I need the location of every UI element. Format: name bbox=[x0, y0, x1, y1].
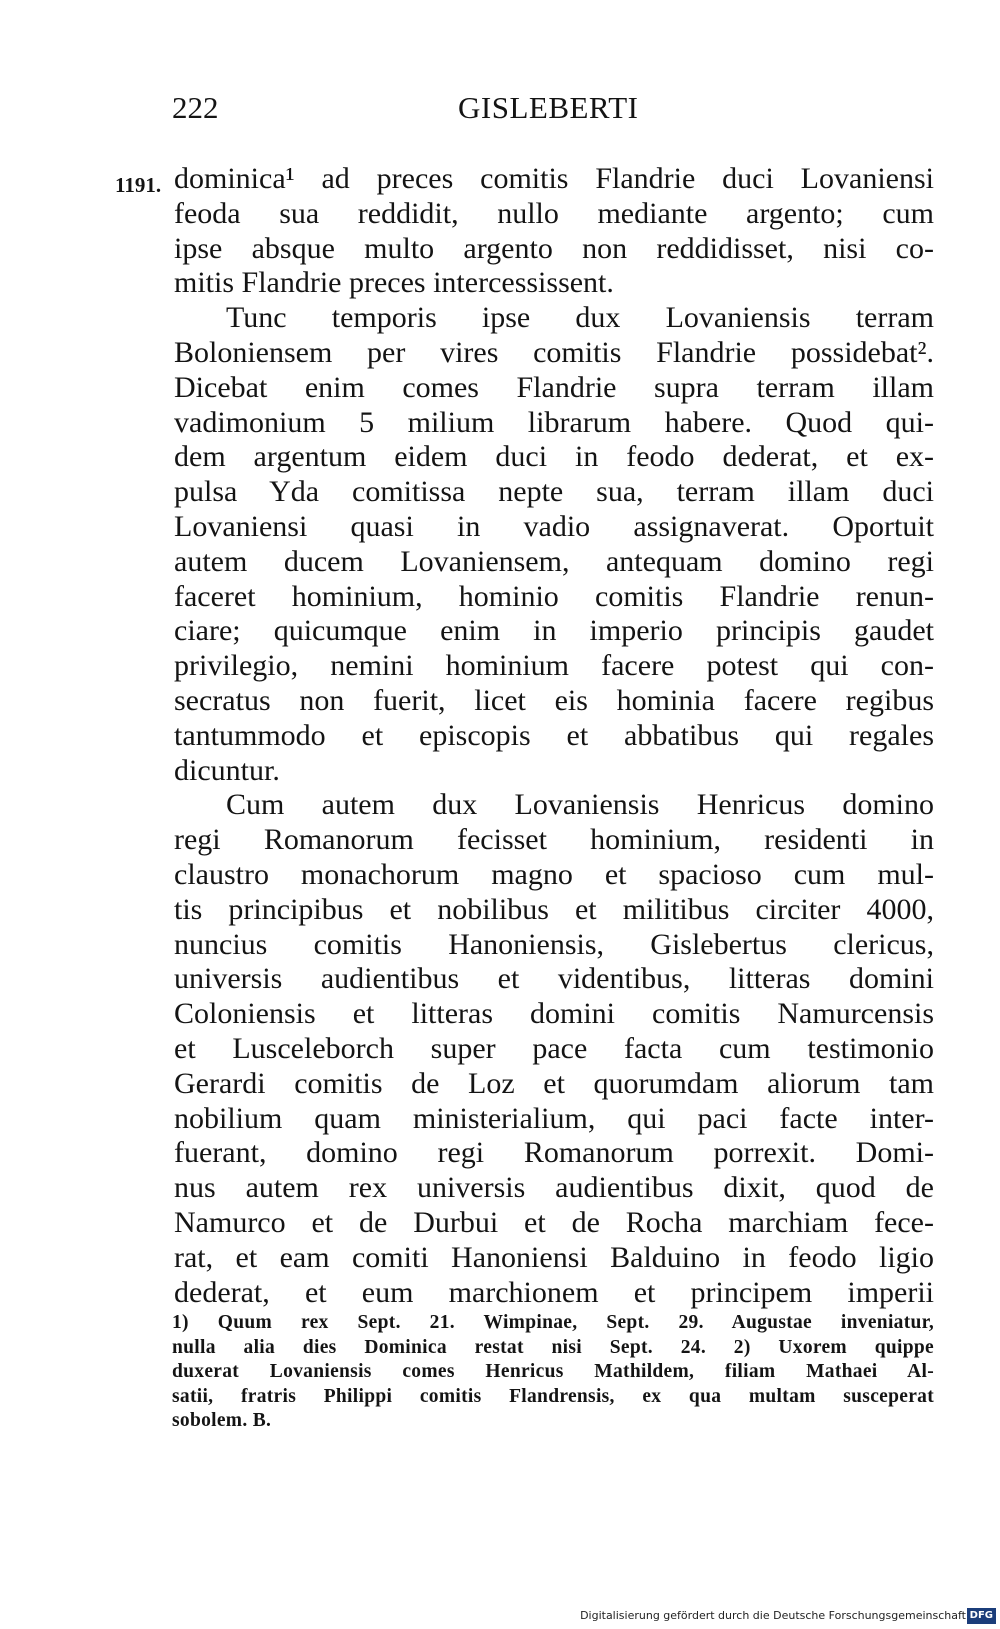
text-line: Coloniensis et litteras domini comitis Namurcensis bbox=[174, 997, 934, 1031]
text-line: pulsa Yda comitissa nepte sua, terram illam duci bbox=[174, 475, 934, 509]
text-line: dicuntur. bbox=[174, 753, 280, 787]
text-line: dederat, et eum marchionem et principem imperii bbox=[174, 1275, 934, 1309]
text-line: nus autem rex universis audientibus dixit, quod de bbox=[174, 1171, 934, 1205]
text-line: nuncius comitis Hanoniensis, Gislebertus clericus, bbox=[174, 927, 934, 961]
text-line: Boloniensem per vires comitis Flandrie possidebat². bbox=[174, 335, 934, 369]
dfg-logo: DFG bbox=[967, 1608, 996, 1624]
text-line: fuerant, domino regi Romanorum porrexit. Domi- bbox=[174, 1136, 934, 1170]
text-line: regi Romanorum fecisset hominium, residenti in bbox=[174, 823, 934, 857]
text-line: feoda sua reddidit, nullo mediante argento; cum bbox=[174, 196, 934, 230]
text-line: universis audientibus et videntibus, litteras domini bbox=[174, 962, 934, 996]
text-line: Lovaniensi quasi in vadio assignaverat. Oportuit bbox=[174, 509, 934, 543]
text-line: vadimonium 5 milium librarum habere. Quod qui- bbox=[174, 405, 934, 439]
footnote-line: nulla alia dies Dominica restat nisi Sept. 24. 2) Uxorem quippe bbox=[172, 1336, 934, 1358]
text-line: nobilium quam ministerialium, qui paci facte inter- bbox=[174, 1101, 934, 1135]
digitization-credit: Digitalisierung gefördert durch die Deutsche Forschungsgemeinschaft bbox=[580, 1609, 966, 1622]
text-line: rat, et eam comiti Hanoniensi Balduino in feodo ligio bbox=[174, 1240, 934, 1274]
text-line: ciare; quicumque enim in imperio principis gaudet bbox=[174, 614, 934, 648]
main-text-block bbox=[174, 162, 934, 1310]
text-line: secratus non fuerit, licet eis hominia facere regibus bbox=[174, 683, 934, 717]
footnote-line: 1) Quum rex Sept. 21. Wimpinae, Sept. 29. Augustae inveniatur, bbox=[172, 1312, 934, 1333]
text-line: dominica¹ ad preces comitis Flandrie duci Lovaniensi bbox=[174, 162, 934, 195]
text-line: Namurco et de Durbui et de Rocha marchiam fece- bbox=[174, 1205, 934, 1239]
text-line: Dicebat enim comes Flandrie supra terram illam bbox=[174, 370, 934, 404]
running-head: GISLEBERTI bbox=[458, 90, 639, 125]
text-line: dem argentum eidem duci in feodo dederat, et ex- bbox=[174, 440, 934, 474]
text-line: mitis Flandrie preces intercessissent. bbox=[174, 266, 614, 300]
margin-year-note: 1191. bbox=[115, 173, 162, 197]
page-number: 222 bbox=[172, 90, 219, 125]
text-line: autem ducem Lovaniensem, antequam domino regi bbox=[174, 544, 934, 578]
footnote-line: satii, fratris Philippi comitis Flandrensis, ex qua multam susceperat bbox=[172, 1385, 934, 1407]
paragraph-first-line: Tunc temporis ipse dux Lovaniensis terram bbox=[226, 301, 934, 335]
text-line: tis principibus et nobilibus et militibus circiter 4000, bbox=[174, 892, 934, 926]
paragraph-first-line: Cum autem dux Lovaniensis Henricus domino bbox=[226, 788, 934, 822]
footnote-line: duxerat Lovaniensis comes Henricus Mathildem, filiam Mathaei Al- bbox=[172, 1361, 934, 1382]
footnote-line: sobolem. B. bbox=[172, 1410, 272, 1431]
text-line: et Lusceleborch super pace facta cum testimonio bbox=[174, 1031, 934, 1065]
text-line: faceret hominium, hominio comitis Flandrie renun- bbox=[174, 579, 934, 613]
text-line: ipse absque multo argento non reddidisset, nisi co- bbox=[174, 231, 934, 265]
text-line: privilegio, nemini hominium facere potest qui con- bbox=[174, 649, 934, 683]
text-line: tantummodo et episcopis et abbatibus qui regales bbox=[174, 718, 934, 752]
footnotes-block bbox=[172, 1311, 934, 1434]
text-line: claustro monachorum magno et spacioso cum mul- bbox=[174, 857, 934, 891]
text-line: Gerardi comitis de Loz et quorumdam aliorum tam bbox=[174, 1066, 934, 1100]
